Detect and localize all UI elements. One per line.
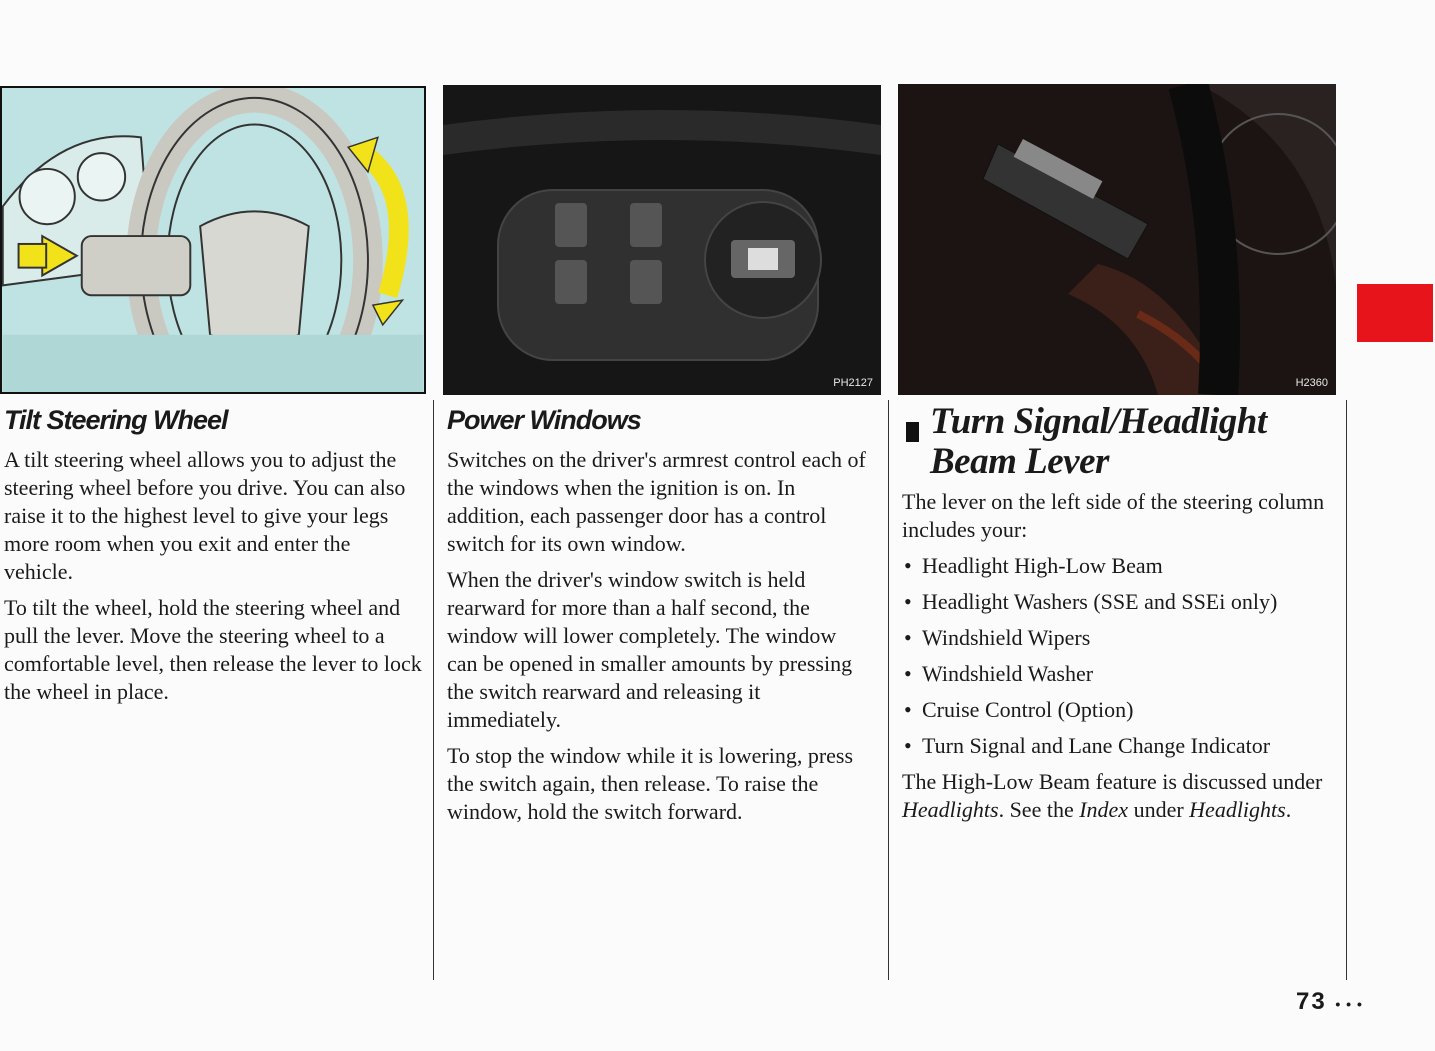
figure-code: H2360: [1295, 377, 1328, 389]
power-windows-section: [447, 406, 872, 834]
list-item: • Turn Signal and Lane Change Indicator: [902, 732, 1332, 760]
body-paragraph: When the driver's window switch is held rearward for more than a half second, the window will lower completely. The window can be opened in smaller amounts by pressing the switch rearward and releasing it immediately.: [447, 566, 853, 732]
body-paragraph: To stop the window while it is lowering, press the switch again, then release. To raise the window, hold the switch forward.: [447, 742, 854, 824]
figure-code: PH2127: [833, 377, 873, 389]
body-paragraph: A tilt steering wheel allows you to adjust the steering wheel before you drive. You can also raise it to the highest level to give your legs more room when you exit and enter the vehicle.: [4, 446, 406, 584]
tilt-steering-illustration: [0, 86, 426, 394]
list-item: • Windshield Washer: [902, 660, 1332, 688]
turn-lever-drawing: [898, 84, 1336, 395]
body-paragraph: To tilt the wheel, hold the steering wheel and pull the lever. Move the steering wheel to a comfortable level, then release the lever to lock the wheel in place.: [4, 594, 422, 704]
section-heading-text: Turn Signal/Headlight Beam Lever: [930, 401, 1267, 482]
page-dots: • • •: [1335, 996, 1363, 1012]
column-divider: [888, 400, 889, 980]
section-heading: Power Windows: [447, 405, 641, 435]
heading-marker-icon: [906, 422, 919, 442]
power-window-switch-photo: [443, 85, 881, 395]
cross-reference: Headlights: [902, 797, 999, 822]
column-divider: [1346, 400, 1347, 980]
column-divider: [433, 400, 434, 980]
tilt-steering-section: [4, 406, 424, 714]
text-run: . See the: [998, 797, 1080, 822]
list-item: • Cruise Control (Option): [902, 696, 1332, 724]
body-paragraph: [902, 768, 1332, 824]
section-tab-marker: [1357, 284, 1433, 342]
turn-signal-section: [902, 402, 1332, 832]
page-number: [1296, 988, 1363, 1016]
text-run: under: [1128, 797, 1190, 822]
text-run: The High-Low Beam feature is discussed under: [902, 769, 1323, 794]
list-item: • Headlight High-Low Beam: [902, 552, 1332, 580]
section-heading: [902, 402, 1332, 482]
text-run: .: [1285, 797, 1292, 822]
steering-wheel-drawing: [2, 88, 424, 392]
body-paragraph: The lever on the left side of the steering column includes your:: [902, 489, 1325, 542]
feature-list: [902, 552, 1332, 760]
body-paragraph: Switches on the driver's armrest control each of the windows when the ignition is on. In addition, each passenger door has a control switch for its own window.: [447, 446, 866, 556]
list-item: • Headlight Washers (SSE and SSEi only): [902, 588, 1332, 616]
window-switch-drawing: [443, 85, 881, 395]
cross-reference: Index: [1079, 797, 1129, 822]
list-item: • Windshield Wipers: [902, 624, 1332, 652]
cross-reference: Headlights: [1189, 797, 1286, 822]
section-heading: Tilt Steering Wheel: [4, 405, 228, 435]
turn-signal-lever-photo: [898, 84, 1336, 395]
page-number-value: 73: [1296, 988, 1327, 1015]
